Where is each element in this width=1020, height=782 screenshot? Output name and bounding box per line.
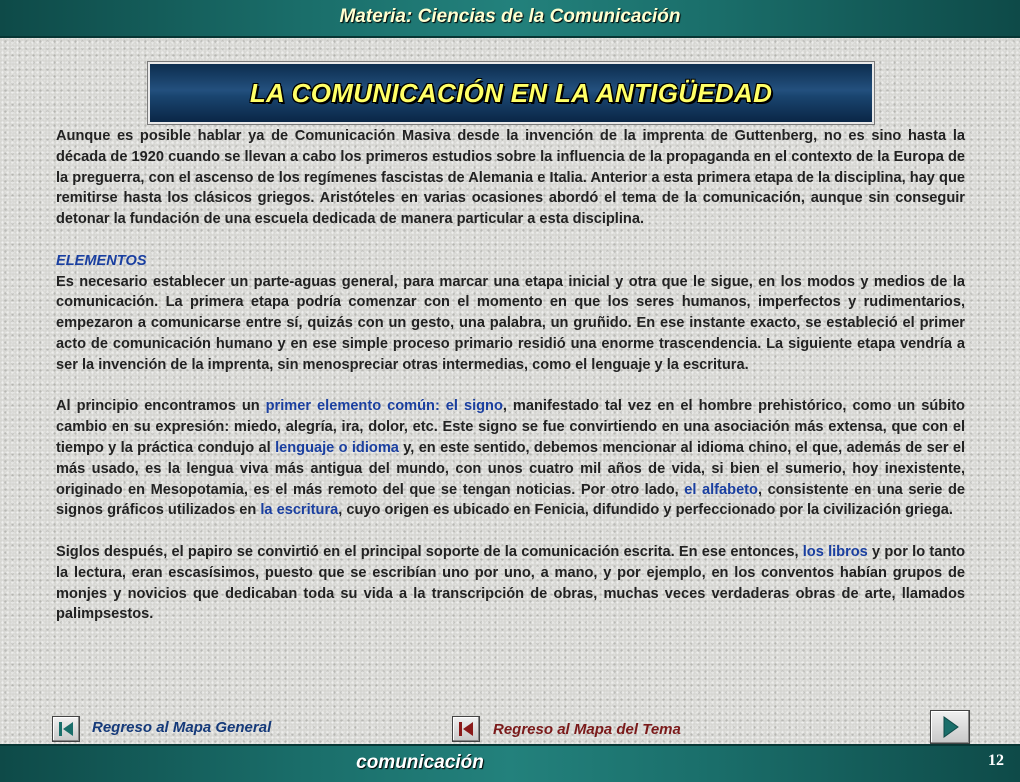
signo-text-4: , consistente en una serie de signos gráficos utilizados en — [56, 481, 965, 519]
signo-paragraph — [56, 396, 965, 521]
signo-text-2: , manifestado tal vez en el hombre prehistórico, como un súbito cambio en su expresión: miedo, alegría, ira, dolor, etc. Este signo se fue convirtiendo en una asociación más extensa, que con el tiempo y la práctica condujo al — [56, 398, 965, 456]
elementos-paragraph: Es necesario establecer un parte-aguas general, para marcar una etapa inicial y otra que le sigue, en los modos y medios de la comunicación. La primera etapa podría comenzar con el momento en que los seres humanos, imperfectos y rudimentarios, empezaron a comunicarse entre sí, quizás con un gesto, una palabra, un gruñido. En ese instante exacto, se estableció el primer acto de comunicación humano y en ese simple proceso primario residió una enorme trascendencia. La siguiente etapa vendría a ser la invención de la imprenta, sin menospreciar otras intermedias, como el lenguaje y la escritura. — [56, 273, 965, 373]
mapa-general-link[interactable]: Regreso al Mapa General — [92, 719, 272, 736]
intro-paragraph: Aunque es posible hablar ya de Comunicación Masiva desde la invención de la imprenta de Guttenberg, no es sino hasta la década de 1920 cuando se llevan a cabo los primeros estudios sobre la influencia de la propaganda en el contexto de la Europa de la preguerra, con el ascenso de los regímenes fascistas de Alemania e Italia. Anterior a esta primera etapa de la disciplina, hay que remitirse hasta los clásicos griegos. Aristóteles en varias ocasiones abordó el tema de la comunicación, aunque sin conseguir detonar la fundación de una escuela dedicada de manera particular a esta disciplina. — [56, 128, 965, 228]
footer-label: comunicación — [356, 752, 484, 773]
elementos-section — [56, 251, 965, 376]
signo-text-1: Al principio encontramos un — [56, 398, 266, 415]
link-libros[interactable]: los libros — [802, 543, 868, 560]
papiro-paragraph — [56, 542, 965, 625]
papiro-text-1: Siglos después, el papiro se convirtió en el principal soporte de la comunicación escrita. En ese entonces, — [56, 543, 803, 560]
skip-back-icon — [453, 717, 479, 741]
link-lenguaje[interactable]: lenguaje o idioma — [275, 439, 399, 456]
back-to-general-map-button[interactable] — [52, 716, 80, 742]
subject-title: Materia: Ciencias de la Comunicación — [339, 6, 681, 27]
section-heading-elementos: ELEMENTOS — [56, 252, 147, 269]
link-signo[interactable]: primer elemento común: el signo — [265, 398, 503, 415]
back-to-topic-map-button[interactable] — [452, 716, 480, 742]
play-next-icon — [931, 711, 969, 743]
mapa-tema-link[interactable]: Regreso al Mapa del Tema — [493, 721, 681, 738]
main-content — [56, 126, 965, 646]
page-number: 12 — [988, 752, 1004, 769]
next-page-button[interactable] — [930, 710, 970, 744]
skip-back-icon — [53, 717, 79, 741]
signo-text-5: , cuyo origen es ubicado en Fenicia, difundido y perfeccionado por la civilización griega. — [338, 502, 953, 519]
title-banner — [148, 62, 874, 124]
papiro-text-2: y por lo tanto la lectura, eran escasísimos, puesto que se escribían uno por uno, a mano, y por ejemplo, en los conventos habían grupos de monjes y novicios que dedicaban toda su vida a la transcripción de obras, muchas veces verdaderas obras de arte, llamados palimpsestos. — [56, 543, 966, 623]
link-escritura[interactable]: la escritura — [260, 502, 339, 519]
page-title: LA COMUNICACIÓN EN LA ANTIGÜEDAD — [249, 78, 773, 108]
link-alfabeto[interactable]: el alfabeto — [684, 481, 758, 498]
signo-text-3: y, en este sentido, debemos mencionar al idioma chino, el que, además de ser el más usado, es la lengua viva más antigua del mundo, con unos cuatro mil años de vida, si bien el sumerio, hoy inexistente, originado en Mesopotamia, es el más remoto del que se tengan noticias. Por otro lado, — [56, 439, 966, 498]
